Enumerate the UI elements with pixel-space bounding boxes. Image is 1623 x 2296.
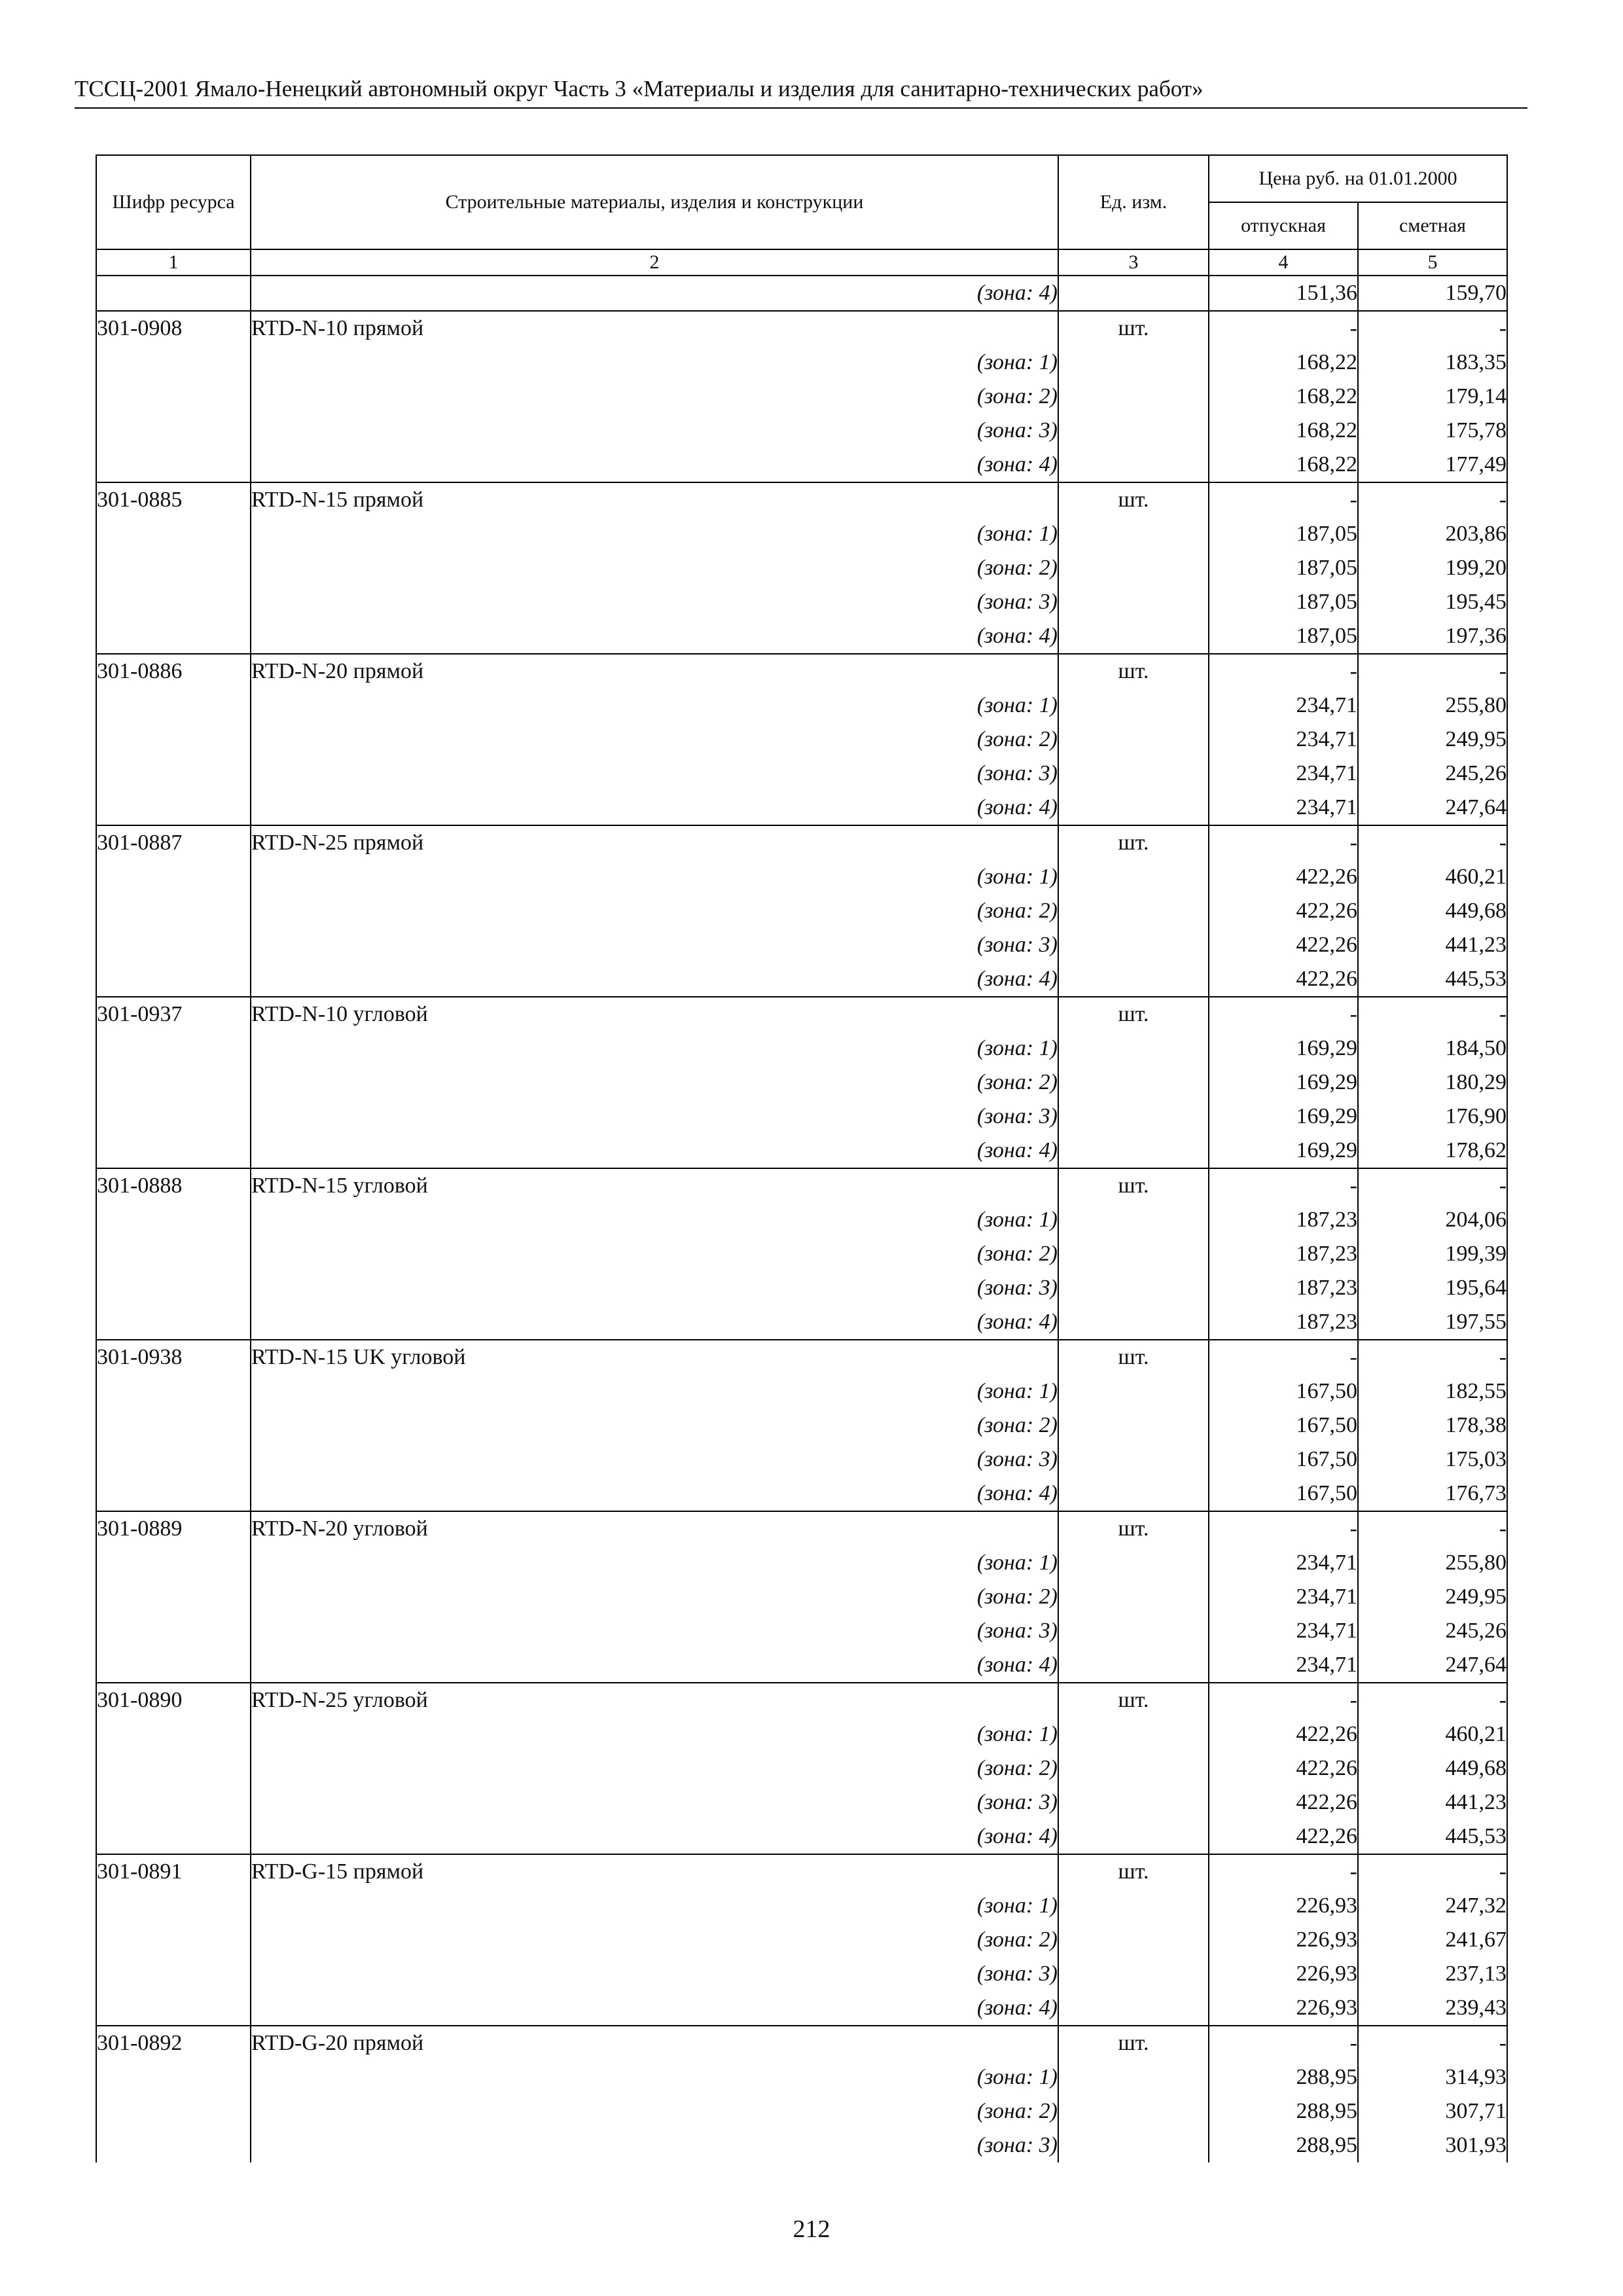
zone-label: (зона: 4) (251, 448, 1058, 482)
table-row (96, 414, 1507, 448)
table-row (96, 928, 1507, 962)
zone-label: (зона: 4) (251, 1134, 1058, 1168)
table-row (96, 1031, 1507, 1066)
release-price: 288,95 (1209, 2094, 1358, 2128)
release-price: 226,93 (1209, 1889, 1358, 1923)
release-price: - (1209, 654, 1358, 689)
estimate-price: 445,53 (1358, 962, 1507, 997)
estimate-price: - (1358, 1511, 1507, 1546)
header-unit: Ед. изм. (1058, 155, 1209, 249)
table-row (96, 997, 1507, 1031)
zone-label: (зона: 4) (251, 619, 1058, 654)
zone-label: (зона: 1) (251, 1889, 1058, 1923)
zone-label: (зона: 1) (251, 689, 1058, 723)
zone-label: (зона: 4) (251, 962, 1058, 997)
table-row (96, 1785, 1507, 1820)
zone-label: (зона: 4) (251, 1477, 1058, 1511)
table-row (96, 1820, 1507, 1854)
estimate-price: 197,36 (1358, 619, 1507, 654)
table-row (96, 1237, 1507, 1271)
estimate-price: 180,29 (1358, 1066, 1507, 1100)
estimate-price: 255,80 (1358, 1546, 1507, 1580)
zone-label: (зона: 1) (251, 1546, 1058, 1580)
zone-label: (зона: 3) (251, 2128, 1058, 2162)
resource-code: 301-0888 (96, 1168, 251, 1203)
table-row (96, 1854, 1507, 1889)
table-row (96, 380, 1507, 414)
table-row (96, 1168, 1507, 1203)
estimate-price: 184,50 (1358, 1031, 1507, 1066)
table-row (96, 551, 1507, 585)
resource-code: 301-0885 (96, 482, 251, 517)
zone-label: (зона: 3) (251, 1443, 1058, 1477)
resource-code: 301-0892 (96, 2026, 251, 2060)
zone-label: (зона: 2) (251, 1066, 1058, 1100)
page-header (75, 75, 1527, 109)
header-estimate: сметная (1358, 202, 1507, 249)
zone-label: (зона: 2) (251, 894, 1058, 928)
estimate-price: 241,67 (1358, 1923, 1507, 1957)
resource-code: 301-0908 (96, 311, 251, 346)
release-price: 169,29 (1209, 1134, 1358, 1168)
estimate-price: 247,32 (1358, 1889, 1507, 1923)
zone-label: (зона: 3) (251, 585, 1058, 619)
material-name: RTD-G-20 прямой (251, 2026, 1058, 2060)
estimate-price: 177,49 (1358, 448, 1507, 482)
unit: шт. (1058, 1683, 1209, 1717)
table-row (96, 1614, 1507, 1648)
estimate-price: 460,21 (1358, 860, 1507, 894)
table-row (96, 791, 1507, 825)
estimate-price: - (1358, 1854, 1507, 1889)
zone-label: (зона: 4) (251, 1648, 1058, 1683)
estimate-price: 247,64 (1358, 791, 1507, 825)
zone-label: (зона: 2) (251, 2094, 1058, 2128)
release-price: 167,50 (1209, 1443, 1358, 1477)
resource-code: 301-0889 (96, 1511, 251, 1546)
estimate-price: - (1358, 2026, 1507, 2060)
table-row (96, 448, 1507, 482)
table-body (96, 276, 1507, 2162)
zone-label: (зона: 3) (251, 757, 1058, 791)
release-price: 151,36 (1209, 276, 1358, 311)
table-row (96, 276, 1507, 311)
release-price: 187,05 (1209, 619, 1358, 654)
table-row (96, 654, 1507, 689)
release-price: 422,26 (1209, 1751, 1358, 1785)
unit: шт. (1058, 1854, 1209, 1889)
zone-label: (зона: 1) (251, 2060, 1058, 2094)
release-price: 168,22 (1209, 414, 1358, 448)
material-name: RTD-N-10 прямой (251, 311, 1058, 346)
release-price: 234,71 (1209, 1614, 1358, 1648)
release-price: 422,26 (1209, 1785, 1358, 1820)
release-price: 234,71 (1209, 1546, 1358, 1580)
release-price: 167,50 (1209, 1374, 1358, 1408)
table-row (96, 1477, 1507, 1511)
release-price: - (1209, 825, 1358, 860)
document-title: ТССЦ-2001 Ямало-Ненецкий автономный округ Часть 3 «Материалы и изделия для санитарно-технических работ» (75, 76, 1204, 101)
table-row (96, 1923, 1507, 1957)
table-header (96, 155, 1507, 276)
release-price: 422,26 (1209, 928, 1358, 962)
release-price: 187,23 (1209, 1305, 1358, 1340)
estimate-price: - (1358, 1683, 1507, 1717)
table-row (96, 482, 1507, 517)
estimate-price: 249,95 (1358, 1580, 1507, 1614)
zone-label: (зона: 2) (251, 1580, 1058, 1614)
table-row (96, 2026, 1507, 2060)
estimate-price: 199,20 (1358, 551, 1507, 585)
release-price: 234,71 (1209, 723, 1358, 757)
release-price: - (1209, 1511, 1358, 1546)
table-row (96, 689, 1507, 723)
column-number: 2 (251, 249, 1058, 276)
release-price: - (1209, 997, 1358, 1031)
zone-label: (зона: 1) (251, 1374, 1058, 1408)
zone-label: (зона: 4) (251, 1820, 1058, 1854)
estimate-price: 175,03 (1358, 1443, 1507, 1477)
release-price: 234,71 (1209, 1648, 1358, 1683)
release-price: 422,26 (1209, 962, 1358, 997)
material-name: RTD-N-20 прямой (251, 654, 1058, 689)
estimate-price: 179,14 (1358, 380, 1507, 414)
zone-label: (зона: 2) (251, 1923, 1058, 1957)
zone-label: (зона: 1) (251, 860, 1058, 894)
estimate-price: 204,06 (1358, 1203, 1507, 1237)
column-number: 1 (96, 249, 251, 276)
table-row (96, 1546, 1507, 1580)
table-row (96, 1957, 1507, 1991)
material-name: RTD-G-15 прямой (251, 1854, 1058, 1889)
release-price: 168,22 (1209, 380, 1358, 414)
estimate-price: - (1358, 825, 1507, 860)
table-row (96, 2094, 1507, 2128)
header-release: отпускная (1209, 202, 1358, 249)
unit: шт. (1058, 825, 1209, 860)
material-name: RTD-N-15 UK угловой (251, 1340, 1058, 1374)
zone-label: (зона: 4) (251, 1305, 1058, 1340)
estimate-price: 301,93 (1358, 2128, 1507, 2162)
zone-label: (зона: 3) (251, 1614, 1058, 1648)
table-row (96, 1408, 1507, 1443)
table-row (96, 1511, 1507, 1546)
material-name: RTD-N-10 угловой (251, 997, 1058, 1031)
release-price: 226,93 (1209, 1991, 1358, 2026)
estimate-price: 249,95 (1358, 723, 1507, 757)
zone-label: (зона: 3) (251, 414, 1058, 448)
estimate-price: 175,78 (1358, 414, 1507, 448)
release-price: 422,26 (1209, 894, 1358, 928)
material-name: RTD-N-15 прямой (251, 482, 1058, 517)
table-row (96, 1374, 1507, 1408)
unit: шт. (1058, 1511, 1209, 1546)
estimate-price: 460,21 (1358, 1717, 1507, 1751)
material-name: RTD-N-25 угловой (251, 1683, 1058, 1717)
table-row (96, 1100, 1507, 1134)
estimate-price: 182,55 (1358, 1374, 1507, 1408)
table-row (96, 1580, 1507, 1614)
release-price: 226,93 (1209, 1923, 1358, 1957)
estimate-price: 247,64 (1358, 1648, 1507, 1683)
estimate-price: 314,93 (1358, 2060, 1507, 2094)
zone-label: (зона: 1) (251, 1717, 1058, 1751)
release-price: - (1209, 1683, 1358, 1717)
table-row (96, 1340, 1507, 1374)
zone-label: (зона: 1) (251, 1031, 1058, 1066)
table-row (96, 1203, 1507, 1237)
material-name: RTD-N-15 угловой (251, 1168, 1058, 1203)
estimate-price: 183,35 (1358, 346, 1507, 380)
header-price-group: Цена руб. на 01.01.2000 (1209, 155, 1507, 202)
header-code: Шифр ресурса (96, 155, 251, 249)
release-price: 422,26 (1209, 1717, 1358, 1751)
estimate-price: 441,23 (1358, 928, 1507, 962)
table-row (96, 1305, 1507, 1340)
zone-label: (зона: 3) (251, 1100, 1058, 1134)
estimate-price: 445,53 (1358, 1820, 1507, 1854)
unit: шт. (1058, 311, 1209, 346)
table-row (96, 619, 1507, 654)
estimate-price: - (1358, 482, 1507, 517)
estimate-price: 176,90 (1358, 1100, 1507, 1134)
unit: шт. (1058, 1168, 1209, 1203)
table-row (96, 311, 1507, 346)
zone-label: (зона: 3) (251, 1785, 1058, 1820)
table-row (96, 1066, 1507, 1100)
zone-label: (зона: 4) (251, 791, 1058, 825)
estimate-price: 178,62 (1358, 1134, 1507, 1168)
estimate-price: 178,38 (1358, 1408, 1507, 1443)
release-price: 422,26 (1209, 860, 1358, 894)
release-price: 187,23 (1209, 1203, 1358, 1237)
table-row (96, 1751, 1507, 1785)
zone-label: (зона: 2) (251, 1408, 1058, 1443)
release-price: 234,71 (1209, 1580, 1358, 1614)
table-row (96, 962, 1507, 997)
estimate-price: 245,26 (1358, 1614, 1507, 1648)
zone-label: (зона: 3) (251, 928, 1058, 962)
table-row (96, 1991, 1507, 2026)
material-name: RTD-N-25 прямой (251, 825, 1058, 860)
zone-label: (зона: 2) (251, 551, 1058, 585)
table-row (96, 1271, 1507, 1305)
estimate-price: 195,64 (1358, 1271, 1507, 1305)
unit: шт. (1058, 1340, 1209, 1374)
table-row (96, 2060, 1507, 2094)
zone-label: (зона: 4) (251, 1991, 1058, 2026)
table-row (96, 825, 1507, 860)
estimate-price: 176,73 (1358, 1477, 1507, 1511)
unit: шт. (1058, 482, 1209, 517)
estimate-price: 197,55 (1358, 1305, 1507, 1340)
estimate-price: 449,68 (1358, 1751, 1507, 1785)
resource-code: 301-0890 (96, 1683, 251, 1717)
release-price: 234,71 (1209, 757, 1358, 791)
resource-code: 301-0887 (96, 825, 251, 860)
table-row (96, 894, 1507, 928)
release-price: - (1209, 482, 1358, 517)
release-price: 187,23 (1209, 1237, 1358, 1271)
estimate-price: 307,71 (1358, 2094, 1507, 2128)
release-price: 169,29 (1209, 1100, 1358, 1134)
release-price: 422,26 (1209, 1820, 1358, 1854)
table-row (96, 860, 1507, 894)
estimate-price: 203,86 (1358, 517, 1507, 551)
table-row (96, 1443, 1507, 1477)
estimate-price: - (1358, 1168, 1507, 1203)
unit: шт. (1058, 2026, 1209, 2060)
release-price: 288,95 (1209, 2128, 1358, 2162)
table-row (96, 1889, 1507, 1923)
release-price: 187,05 (1209, 585, 1358, 619)
material-name: RTD-N-20 угловой (251, 1511, 1058, 1546)
page-number: 212 (793, 2215, 830, 2243)
release-price: 169,29 (1209, 1031, 1358, 1066)
zone-label: (зона: 3) (251, 1957, 1058, 1991)
table-row (96, 1683, 1507, 1717)
release-price: - (1209, 311, 1358, 346)
estimate-price: 199,39 (1358, 1237, 1507, 1271)
release-price: 187,05 (1209, 551, 1358, 585)
estimate-price: 237,13 (1358, 1957, 1507, 1991)
table-row (96, 585, 1507, 619)
resource-code: 301-0937 (96, 997, 251, 1031)
column-number: 3 (1058, 249, 1209, 276)
release-price: 288,95 (1209, 2060, 1358, 2094)
table-row (96, 2128, 1507, 2162)
zone-label: (зона: 1) (251, 346, 1058, 380)
column-number: 5 (1358, 249, 1507, 276)
release-price: 187,05 (1209, 517, 1358, 551)
zone-label: (зона: 2) (251, 723, 1058, 757)
release-price: 167,50 (1209, 1408, 1358, 1443)
estimate-price: - (1358, 997, 1507, 1031)
zone-label: (зона: 2) (251, 1237, 1058, 1271)
release-price: 169,29 (1209, 1066, 1358, 1100)
estimate-price: 159,70 (1358, 276, 1507, 311)
release-price: 226,93 (1209, 1957, 1358, 1991)
release-price: 167,50 (1209, 1477, 1358, 1511)
table-row (96, 1134, 1507, 1168)
price-table (96, 154, 1508, 2162)
estimate-price: - (1358, 1340, 1507, 1374)
unit: шт. (1058, 997, 1209, 1031)
table-row (96, 517, 1507, 551)
zone-label: (зона: 1) (251, 517, 1058, 551)
table-row (96, 1648, 1507, 1683)
column-number: 4 (1209, 249, 1358, 276)
estimate-price: - (1358, 654, 1507, 689)
estimate-price: 449,68 (1358, 894, 1507, 928)
estimate-price: - (1358, 311, 1507, 346)
estimate-price: 239,43 (1358, 1991, 1507, 2026)
header-name: Строительные материалы, изделия и конструкции (251, 155, 1058, 249)
release-price: 234,71 (1209, 689, 1358, 723)
release-price: - (1209, 1854, 1358, 1889)
zone-label: (зона: 2) (251, 380, 1058, 414)
table-row (96, 346, 1507, 380)
resource-code: 301-0886 (96, 654, 251, 689)
table-row (96, 757, 1507, 791)
release-price: - (1209, 1340, 1358, 1374)
release-price: 187,23 (1209, 1271, 1358, 1305)
release-price: 234,71 (1209, 791, 1358, 825)
release-price: 168,22 (1209, 448, 1358, 482)
estimate-price: 195,45 (1358, 585, 1507, 619)
table-row (96, 723, 1507, 757)
resource-code: 301-0938 (96, 1340, 251, 1374)
release-price: 168,22 (1209, 346, 1358, 380)
zone-label: (зона: 2) (251, 1751, 1058, 1785)
unit: шт. (1058, 654, 1209, 689)
zone-label: (зона: 1) (251, 1203, 1058, 1237)
estimate-price: 255,80 (1358, 689, 1507, 723)
release-price: - (1209, 1168, 1358, 1203)
table-row (96, 1717, 1507, 1751)
estimate-price: 245,26 (1358, 757, 1507, 791)
release-price: - (1209, 2026, 1358, 2060)
zone-label: (зона: 3) (251, 1271, 1058, 1305)
zone-label: (зона: 4) (251, 276, 1058, 311)
resource-code: 301-0891 (96, 1854, 251, 1889)
estimate-price: 441,23 (1358, 1785, 1507, 1820)
